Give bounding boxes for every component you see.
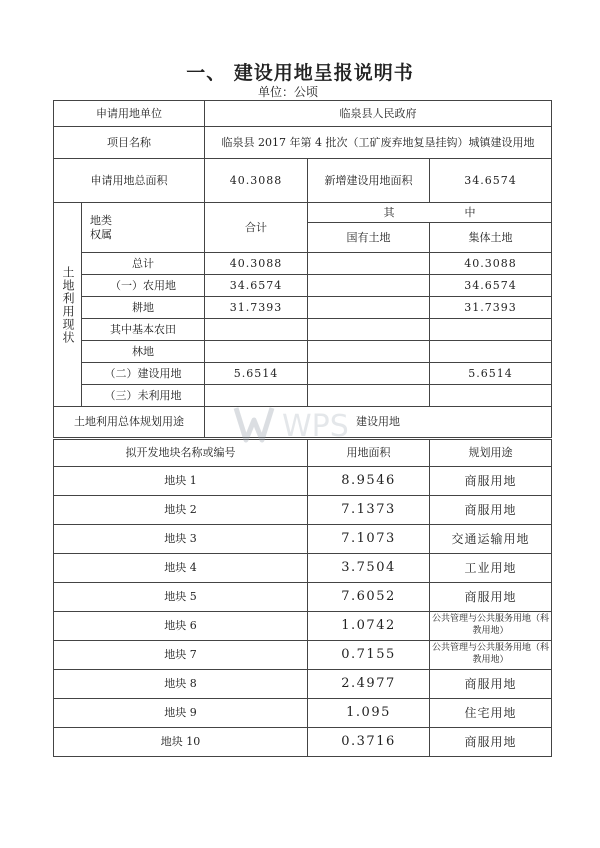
wps-watermark-text: WPS [282,409,349,444]
ownership-label: 权属 [90,227,112,241]
plot-use: 公共管理与公共服务用地（科教用地） [430,612,552,641]
land-row [54,275,552,297]
plot-use: 商服用地 [430,670,552,699]
land-row [54,253,552,275]
total-col-header: 合计 [205,203,308,253]
plot-row [54,699,552,728]
land-row-state [308,363,430,385]
plots-header-use: 规划用途 [430,439,552,467]
land-row-state [308,319,430,341]
land-row-state [308,385,430,407]
plot-row [54,554,552,583]
plot-use: 工业用地 [430,554,552,583]
applicant-label: 申请用地单位 [54,101,205,127]
land-row [54,385,552,407]
plot-use: 商服用地 [430,467,552,496]
plan-label: 土地利用总体规划用途 [54,407,205,439]
plots-header-row [54,439,552,467]
land-row-collective: 5.6514 [430,363,552,385]
land-row-name: 耕地 [82,297,205,319]
land-row [54,363,552,385]
unit-label: 单位：公顷 [258,85,319,99]
plot-name: 地块 3 [54,525,308,554]
land-row-collective: 31.7393 [430,297,552,319]
land-row [54,319,552,341]
land-row-total: 40.3088 [205,253,308,275]
plan-row [54,407,552,439]
plot-name: 地块 2 [54,496,308,525]
land-row-name: 总计 [82,253,205,275]
plot-use: 交通运输用地 [430,525,552,554]
land-row-total: 34.6574 [205,275,308,297]
new-area-label: 新增建设用地面积 [308,159,430,203]
land-row-name: 其中基本农田 [82,319,205,341]
land-row-total [205,341,308,363]
document-title: 一、 建设用地呈报说明书 [186,62,414,84]
plot-name: 地块 10 [54,728,308,757]
among-header [308,203,552,223]
area-row [54,159,552,203]
plot-area: 7.6052 [308,583,430,612]
plot-row [54,728,552,757]
plot-area: 0.3716 [308,728,430,757]
plot-row [54,467,552,496]
plot-name: 地块 5 [54,583,308,612]
collective-col-header: 集体土地 [430,223,552,253]
total-area-value: 40.3088 [205,159,308,203]
land-row-total: 31.7393 [205,297,308,319]
land-row-total: 5.6514 [205,363,308,385]
plot-use: 商服用地 [430,728,552,757]
plot-use: 商服用地 [430,496,552,525]
land-row-name: 林地 [82,341,205,363]
plot-name: 地块 8 [54,670,308,699]
land-use-form-table [53,100,552,757]
type-label: 地类 [90,213,112,227]
land-status-section [54,203,82,407]
land-row-total [205,385,308,407]
land-row [54,341,552,363]
plot-row [54,670,552,699]
plot-name: 地块 1 [54,467,308,496]
plot-use: 住宅用地 [430,699,552,728]
plot-area: 7.1073 [308,525,430,554]
land-row-collective [430,319,552,341]
plot-row [54,525,552,554]
plot-name: 地块 6 [54,612,308,641]
plot-area: 1.095 [308,699,430,728]
new-area-value: 34.6574 [430,159,552,203]
land-row-state [308,297,430,319]
land-row-name: （一）农用地 [82,275,205,297]
plan-value: 建设用地 [205,407,552,439]
applicant-row [54,101,552,127]
project-label: 项目名称 [54,127,205,159]
type-ownership-cell [82,203,205,253]
plot-name: 地块 7 [54,641,308,670]
plot-name: 地块 4 [54,554,308,583]
project-row [54,127,552,159]
land-row [54,297,552,319]
land-row-collective [430,385,552,407]
land-row-total [205,319,308,341]
land-row-collective: 40.3088 [430,253,552,275]
plot-area: 3.7504 [308,554,430,583]
plots-header-area: 用地面积 [308,439,430,467]
plot-row [54,612,552,641]
land-row-collective [430,341,552,363]
land-header-row-1 [54,203,552,223]
plot-row [54,641,552,670]
project-value: 临泉县 2017 年第 4 批次（工矿废弃地复垦挂钩）城镇建设用地 [205,127,552,159]
plot-area: 7.1373 [308,496,430,525]
plot-area: 2.4977 [308,670,430,699]
land-row-name: （二）建设用地 [82,363,205,385]
plot-row [54,583,552,612]
state-col-header: 国有土地 [308,223,430,253]
land-row-state [308,275,430,297]
total-area-label: 申请用地总面积 [54,159,205,203]
plots-header-name: 拟开发地块名称或编号 [54,439,308,467]
land-row-state [308,253,430,275]
plot-name: 地块 9 [54,699,308,728]
land-row-collective: 34.6574 [430,275,552,297]
land-status-label: 土地利用现状 [61,265,75,344]
land-row-state [308,341,430,363]
plot-area: 8.9546 [308,467,430,496]
plot-area: 1.0742 [308,612,430,641]
plot-area: 0.7155 [308,641,430,670]
among-label-2: 中 [464,205,476,219]
plot-use: 公共管理与公共服务用地（科教用地） [430,641,552,670]
plot-use: 商服用地 [430,583,552,612]
among-label-1: 其 [383,205,395,219]
land-row-name: （三）未利用地 [82,385,205,407]
applicant-value: 临泉县人民政府 [205,101,552,127]
plot-row [54,496,552,525]
